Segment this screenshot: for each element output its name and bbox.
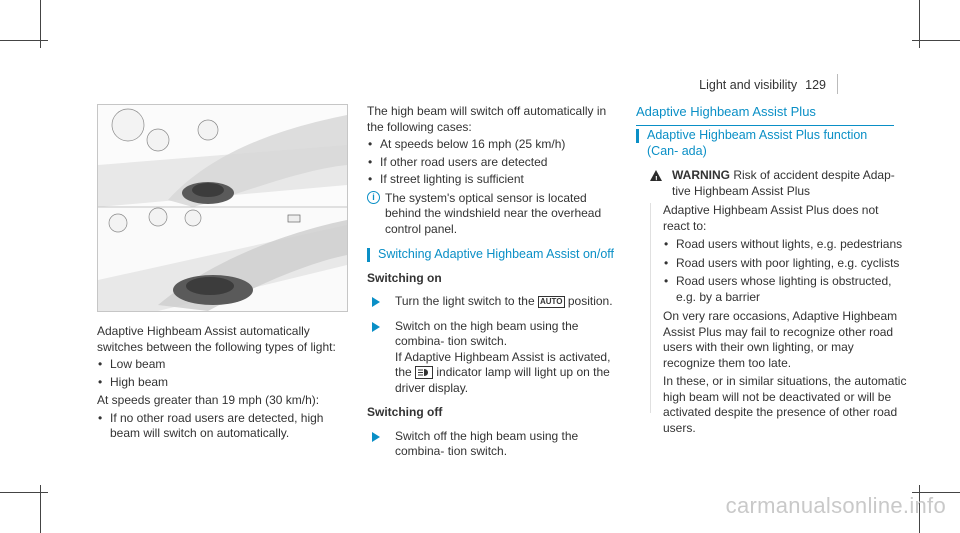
middle-column <box>367 104 617 460</box>
warning-title: Risk of accident despite Adap- tive Highbeam Assist Plus <box>672 168 895 198</box>
step-text: Switch on the high beam using the combina- tion switch. <box>395 318 579 348</box>
list-item: • If no other road users are detected, high beam will switch on automatically. <box>97 411 349 442</box>
list-item: • Road users whose lighting is obstructed, e.g. by a barrier <box>663 274 907 305</box>
high-beam-icon <box>415 366 433 379</box>
warning-box <box>650 168 896 199</box>
step-text <box>395 365 617 396</box>
arrow-icon <box>372 322 380 332</box>
list-item: • High beam <box>97 375 349 391</box>
warning-paragraph: In these, or in similar situations, the automatic high beam will not be deactivated or will be activated despite the presence of other road users. <box>663 374 907 435</box>
page-number: 129 <box>805 78 826 92</box>
auto-icon: AUTO <box>539 296 563 306</box>
step-text: If Adaptive Highbeam Assist is activated, <box>395 349 611 364</box>
section-title: Switching Adaptive Highbeam Assist on/off <box>378 247 615 261</box>
warning-paragraph: On very rare occasions, Adaptive Highbeam Assist Plus may fail to recognize other road users with their own lighting, or may recognize them too late. <box>663 309 898 370</box>
step-text: Turn the light switch to the <box>395 294 535 308</box>
warning-paragraph: Adaptive Highbeam Assist Plus does not react to: <box>663 203 879 233</box>
list-item: • Road users without lights, e.g. pedestrians <box>663 237 907 253</box>
warning-icon: ! <box>650 170 662 181</box>
cases-intro: The high beam will switch off automatically in the following cases: <box>367 104 607 134</box>
warning-body <box>650 203 907 435</box>
intro-paragraph: Adaptive Highbeam Assist automatically switches between the following types of light: <box>97 324 336 354</box>
step-text: position. <box>567 294 613 308</box>
list-item: • Road users with poor lighting, e.g. cyclists <box>663 256 907 272</box>
arrow-icon <box>372 432 380 442</box>
watermark: carmanualsonline.info <box>725 493 946 518</box>
list-item: • If street lighting is sufficient <box>367 172 617 188</box>
section-heading <box>636 128 894 159</box>
list-item: • Low beam <box>97 357 349 373</box>
step-text-part: indicator lamp will light up on the driver display. <box>395 365 610 395</box>
crop-mark <box>0 40 48 41</box>
page-section-title: Adaptive Highbeam Assist Plus <box>636 104 894 126</box>
step-text-part: the <box>395 365 412 379</box>
info-icon: i <box>367 191 380 204</box>
step-item <box>367 319 617 397</box>
crop-mark <box>912 40 960 41</box>
list-item: • If other road users are detected <box>367 155 617 171</box>
step-item <box>367 429 617 460</box>
header-divider <box>837 74 838 94</box>
header-section: Light and visibility <box>699 78 798 92</box>
info-note <box>367 191 617 238</box>
step-text: Switch off the high beam using the combina- tion switch. <box>395 428 579 458</box>
note-text: The system's optical sensor is located behind the windshield near the overhead control panel. <box>385 190 602 236</box>
section-heading <box>367 247 617 263</box>
heading-bar <box>636 129 639 143</box>
left-column <box>97 324 349 442</box>
warning-label: WARNING <box>672 168 730 182</box>
heading-bar <box>367 248 370 262</box>
list-item: • At speeds below 16 mph (25 km/h) <box>367 137 617 153</box>
switch-on-title: Switching on <box>367 270 442 285</box>
speed-paragraph: At speeds greater than 19 mph (30 km/h): <box>97 393 320 407</box>
step-item <box>367 294 617 310</box>
switch-off-title: Switching off <box>367 405 443 419</box>
arrow-icon <box>372 297 380 307</box>
highbeam-illustration <box>97 104 348 312</box>
warning-header <box>650 168 896 199</box>
page-header <box>699 78 826 92</box>
right-column <box>636 128 894 159</box>
section-title: Adaptive Highbeam Assist Plus function (Can- ada) <box>647 128 868 158</box>
crop-mark <box>0 492 48 493</box>
